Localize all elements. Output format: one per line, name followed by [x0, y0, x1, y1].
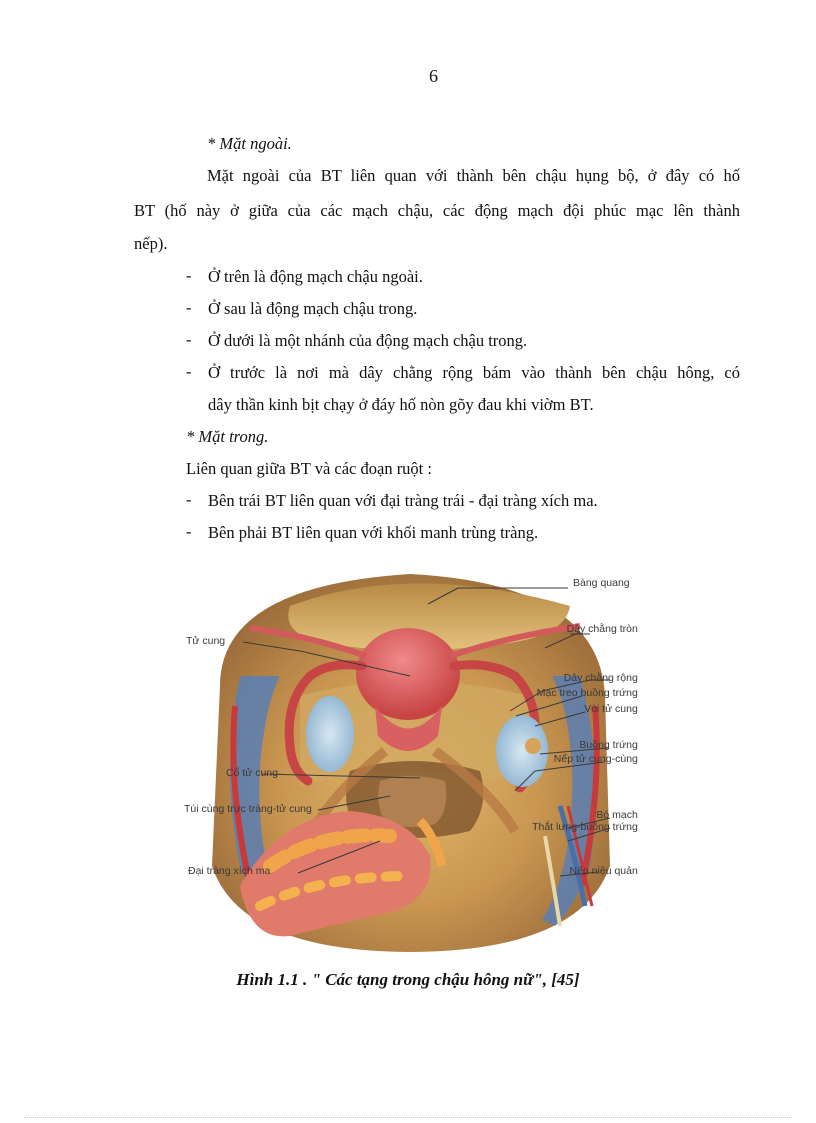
bullet-dash: - [186, 490, 192, 509]
label-dai-trang: Đại tràng xích ma [188, 865, 271, 877]
bullet-outer-4-cont: dây thần kinh bịt chạy ở đáy hố nòn gõy đau khi viờm BT. [208, 395, 594, 414]
bullet-dash: - [186, 266, 192, 285]
para-outer-line-2: BT (hố này ở giữa của các mạch chậu, các động mạch đội phúc mạc lên thành [134, 201, 740, 220]
page-number: 6 [429, 66, 438, 86]
label-bo-mach: Bó mạch [596, 809, 638, 821]
figure-caption: Hình 1.1 . " Các tạng trong chậu hông nữ", [45] [236, 970, 580, 989]
para-outer-line-3: nếp). [134, 234, 168, 253]
label-tu-cung: Tử cung [186, 635, 226, 647]
bottom-rule [24, 1117, 792, 1118]
label-day-chang-rong: Dây chằng rộng [563, 672, 638, 684]
label-buong-trung: Buồng trứng [579, 739, 638, 751]
anatomy-figure [180, 566, 640, 954]
bullet-outer-1: Ở trên là động mạch chậu ngoài. [208, 267, 423, 286]
label-bang-quang: Bàng quang [573, 577, 630, 589]
heading-outer: * Mặt ngoài. [207, 134, 292, 153]
label-nep-tu-cung-cung: Nếp tử cung-cùng [553, 753, 638, 765]
bullet-outer-4: Ở trước là nơi mà dây chằng rộng bám vào thành bên chậu hông, có [208, 363, 740, 382]
label-nep-nieu-quan: Nếp niệu quản [569, 865, 638, 877]
para-outer-line-1: Mặt ngoài của BT liên quan với thành bên chậu hụng bộ, ở đây có hố [207, 166, 740, 185]
bullet-inner-2: Bên phải BT liên quan với khối manh trùng tràng. [208, 523, 539, 542]
bullet-inner-1: Bên trái BT liên quan với đại tràng trái - đại tràng xích ma. [208, 491, 598, 510]
bullet-outer-2: Ở sau là động mạch chậu trong. [208, 299, 418, 318]
label-mac-treo: Mạc treo buồng trứng [536, 687, 638, 699]
bullet-outer-3: Ở dưới là một nhánh của động mạch chậu trong. [208, 331, 528, 350]
para-inner: Liên quan giữa BT và các đoạn ruột : [186, 459, 432, 478]
label-that-lung: Thắt lưng-buồng trứng [532, 821, 638, 833]
bullet-dash: - [186, 330, 192, 349]
bullet-dash: - [186, 522, 192, 541]
label-day-chang-tron: Dây chằng tròn [566, 623, 638, 635]
heading-inner: * Mặt trong. [186, 427, 269, 446]
label-voi-tu-cung: Vòi tử cung [584, 703, 638, 715]
label-tui-cung: Túi cùng trực tràng-tử cung [184, 803, 312, 815]
bullet-dash: - [186, 298, 192, 317]
label-co-tu-cung: Cổ tử cung [226, 767, 278, 779]
bullet-dash: - [186, 362, 192, 381]
